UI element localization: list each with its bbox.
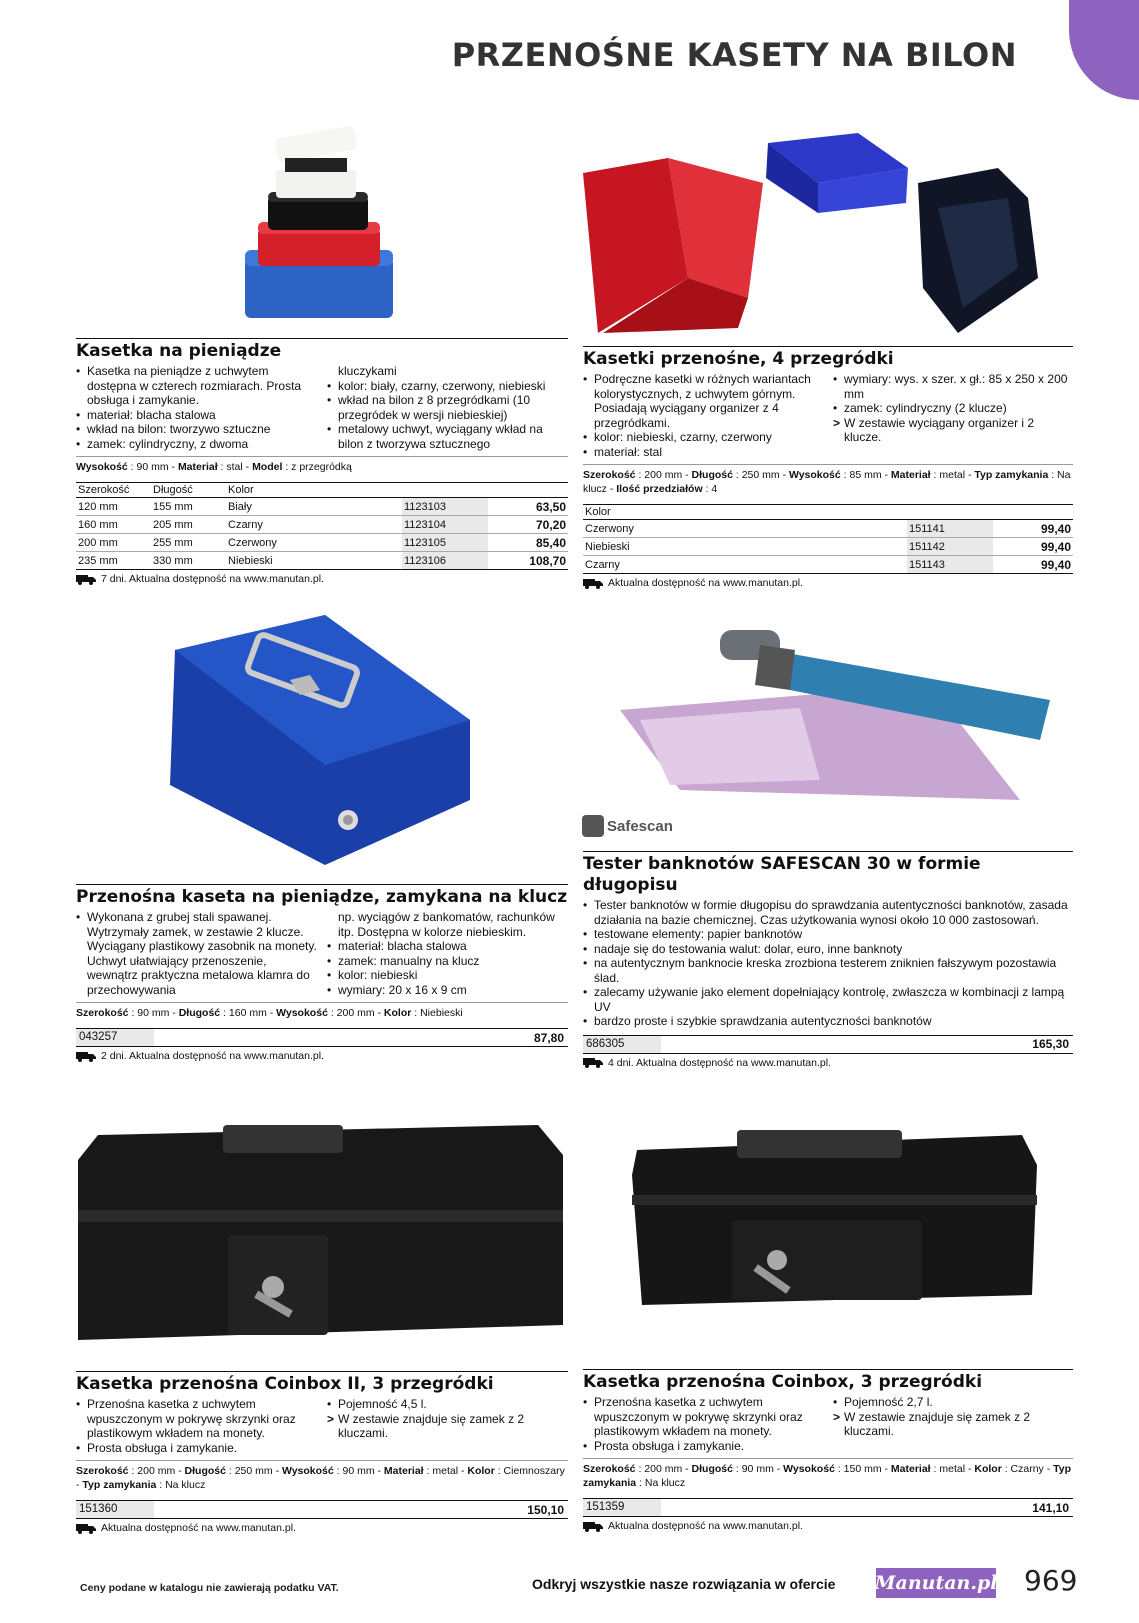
product-table: [76, 482, 568, 570]
product-price: 165,30: [1032, 1037, 1069, 1051]
product-title: Kasetka przenośna Coinbox II, 3 przegródki: [76, 1374, 494, 1394]
feature-list: [327, 1397, 568, 1455]
product-code: 043257: [76, 1029, 154, 1046]
product-kasetka-na-pieniadze: [76, 338, 568, 585]
spec-line: Szerokość : 200 mm - Długość : 250 mm - Wysokość : 85 mm - Materiał : metal - Typ zamykania : Na klucz - Ilość przedziałów : 4: [583, 464, 1073, 496]
spec-line: Wysokość : 90 mm - Materiał : stal - Model : z przegródką: [76, 456, 568, 474]
truck-icon: [583, 578, 603, 589]
product-code: 686305: [583, 1036, 661, 1053]
feature-list: [833, 1395, 1073, 1453]
table-row: 120 mm 155 mm Biały 1123103 63,50: [78, 499, 566, 514]
feature-list: [583, 372, 823, 459]
spec-line: Szerokość : 200 mm - Długość : 250 mm - Wysokość : 90 mm - Materiał : metal - Kolor : Ciemnoszary - Typ zamykania : Na klucz: [76, 1460, 568, 1492]
delivery-info: Aktualna dostępność na www.manutan.pl.: [583, 1520, 1073, 1532]
price-bar: [583, 1498, 1073, 1517]
delivery-info: 4 dni. Aktualna dostępność na www.manutan.pl.: [583, 1057, 1073, 1069]
product-table: [583, 504, 1073, 574]
product-title: Tester banknotów SAFESCAN 30 w formie długopisu: [583, 854, 981, 895]
table-row: 235 mm 330 mm Niebieski 1123106 108,70: [78, 553, 566, 568]
table-row: Czerwony 151141 99,40: [585, 521, 1071, 536]
feature-list: [327, 364, 568, 451]
stacked-cash-boxes-photo: [240, 118, 400, 333]
feature: • materiał: blacha stalowa: [76, 408, 317, 423]
feature: • Podręczne kasetki w różnych wariantach kolorystycznych, z uchwytem górnym. Posiadają wyciągany organizer z 4 przegródkami.: [583, 372, 823, 430]
page-number: 969: [1024, 1564, 1078, 1597]
feature-list: [583, 898, 1073, 1029]
feature: • materiał: stal: [583, 445, 823, 460]
manutan-logo[interactable]: Manutan.pl: [876, 1568, 996, 1598]
feature: • Tester banknotów w formie długopisu do sprawdzania autentyczności banknotów, zasada działania na bazie chemicznej. Czas użytkowania wynosi około 10 000 zastosowań.: [583, 898, 1073, 927]
feature: • zamek: cylindryczny, z dwoma: [76, 437, 317, 452]
column-header: Szerokość: [76, 483, 151, 498]
feature: • na autentycznym banknocie kreska zrozbiona testerem zniknien fałszywym pozostawia ślad.: [583, 956, 1073, 985]
column-header: Kolor: [583, 505, 907, 520]
feature: np. wyciągów z bankomatów, rachunków itp. Dostępna w kolorze niebieskim.: [338, 910, 555, 939]
price-bar: [76, 1500, 568, 1519]
column-header: Kolor: [226, 483, 402, 498]
coinbox-photo: [632, 1125, 1037, 1325]
table-row: Czarny 151143 99,40: [585, 557, 1071, 572]
product-code: 151360: [76, 1501, 154, 1518]
delivery-info: Aktualna dostępność na www.manutan.pl.: [76, 1522, 568, 1534]
feature-list: [833, 372, 1073, 459]
feature: • zamek: manualny na klucz: [327, 954, 568, 969]
feature: • testowane elementy: papier banknotów: [583, 927, 1073, 942]
feature: • Wykonana z grubej stali spawanej. Wytrzymały zamek, w zestawie 2 klucze. Wyciągany plastikowy zasobnik na monety. Uchwyt ułatwiający przenoszenie, wewnątrz praktyczna metalowa klamra do przechowywania: [76, 910, 317, 997]
feature-list: [583, 1395, 823, 1453]
spec-line: Szerokość : 90 mm - Długość : 160 mm - Wysokość : 200 mm - Kolor : Niebieski: [76, 1002, 568, 1020]
price-bar: [583, 1035, 1073, 1054]
feature: • wkład na bilon z 8 przegródkami (10 przegródek w wersji niebieskiej): [327, 393, 568, 422]
product-title: Kasetki przenośne, 4 przegródki: [583, 349, 894, 369]
table-row: Niebieski 151142 99,40: [585, 539, 1071, 554]
truck-icon: [583, 1521, 603, 1532]
feature-list: [76, 1397, 317, 1455]
feature: > W zestawie znajduje się zamek z 2 kluczami.: [833, 1410, 1073, 1439]
product-title: Kasetka na pieniądze: [76, 341, 282, 361]
feature: • metalowy uchwyt, wyciągany wkład na bilon z tworzywa sztucznego: [327, 422, 568, 451]
product-coinbox: [583, 1369, 1073, 1532]
feature: • bardzo proste i szybkie sprawdzania autentyczności banknotów: [583, 1014, 1073, 1029]
corner-tab: [1069, 0, 1139, 100]
product-title: Przenośna kaseta na pieniądze, zamykana na klucz: [76, 887, 568, 907]
feature: • zamek: cylindryczny (2 klucze): [833, 401, 1073, 416]
feature: • zalecamy używanie jako element dopełniający kontrolę, zwłaszcza w kombinacji z lampą UV: [583, 985, 1073, 1014]
product-code: 151359: [583, 1499, 661, 1516]
truck-icon: [76, 1051, 96, 1062]
coinbox-ii-photo: [78, 1125, 563, 1355]
feature: > W zestawie wyciągany organizer i 2 klucze.: [833, 416, 1073, 445]
four-cash-boxes-photo: [578, 128, 1068, 338]
footer-cta: Odkryj wszystkie nasze rozwiązania w ofercie: [532, 1576, 836, 1592]
feature: > W zestawie znajduje się zamek z 2 kluczami.: [327, 1412, 568, 1441]
truck-icon: [76, 1523, 96, 1534]
feature: • materiał: blacha stalowa: [327, 939, 568, 954]
product-kasetki-przenosne: [583, 346, 1073, 589]
feature: kluczykami: [338, 364, 397, 378]
feature: • nadaje się do testowania walut: dolar, euro, inne banknoty: [583, 942, 1073, 957]
feature: • Prosta obsługa i zamykanie.: [76, 1441, 317, 1456]
product-coinbox-ii: [76, 1371, 568, 1534]
feature: • Przenośna kasetka z uchwytem wpuszczonym w pokrywę skrzynki oraz plastikowym wkładem na monety.: [583, 1395, 823, 1439]
delivery-info: 2 dni. Aktualna dostępność na www.manutan.pl.: [76, 1050, 568, 1062]
safescan-logo: Safescan: [582, 815, 673, 837]
product-tester-banknotow: [583, 851, 1073, 1069]
feature: • kolor: niebieski: [327, 968, 568, 983]
delivery-info: 7 dni. Aktualna dostępność na www.manutan.pl.: [76, 573, 568, 585]
truck-icon: [76, 574, 96, 585]
safescan-mark-icon: [582, 815, 604, 837]
feature-list: [76, 910, 317, 997]
feature: • kolor: biały, czarny, czerwony, niebieski: [327, 379, 568, 394]
delivery-info: Aktualna dostępność na www.manutan.pl.: [583, 577, 1073, 589]
feature: • Przenośna kasetka z uchwytem wpuszczonym w pokrywę skrzynki oraz plastikowym wkładem na monety.: [76, 1397, 317, 1441]
product-title: Kasetka przenośna Coinbox, 3 przegródki: [583, 1372, 983, 1392]
price-bar: [76, 1028, 568, 1047]
feature: • Pojemność 4,5 l.: [327, 1397, 568, 1412]
feature-list: [327, 910, 568, 997]
feature: • wkład na bilon: tworzywo sztuczne: [76, 422, 317, 437]
table-row: 160 mm 205 mm Czarny 1123104 70,20: [78, 517, 566, 532]
table-row: 200 mm 255 mm Czerwony 1123105 85,40: [78, 535, 566, 550]
column-header: Długość: [151, 483, 226, 498]
product-przenosna-kaseta: [76, 884, 568, 1062]
vat-note: Ceny podane w katalogu nie zawierają podatku VAT.: [80, 1582, 339, 1594]
feature: • Prosta obsługa i zamykanie.: [583, 1439, 823, 1454]
spec-line: Szerokość : 200 mm - Długość : 90 mm - Wysokość : 150 mm - Materiał : metal - Kolor : Czarny - Typ zamykania : Na klucz: [583, 1458, 1073, 1490]
banknote-tester-photo: [600, 630, 1070, 800]
feature-list: [76, 364, 317, 451]
feature: • Kasetka na pieniądze z uchwytem dostępna w czterech rozmiarach. Prosta obsługa i zamykanie.: [76, 364, 317, 408]
truck-icon: [583, 1057, 603, 1068]
page-title: PRZENOŚNE KASETY NA BILON: [451, 36, 1017, 74]
feature: • wymiary: 20 x 16 x 9 cm: [327, 983, 568, 998]
feature: • Pojemność 2,7 l.: [833, 1395, 1073, 1410]
product-price: 141,10: [1032, 1500, 1069, 1515]
feature: • kolor: niebieski, czarny, czerwony: [583, 430, 823, 445]
blue-cash-box-photo: [165, 615, 475, 870]
product-price: 87,80: [533, 1030, 564, 1045]
product-price: 150,10: [527, 1502, 564, 1517]
feature: • wymiary: wys. x szer. x gł.: 85 x 250 x 200 mm: [833, 372, 1073, 401]
